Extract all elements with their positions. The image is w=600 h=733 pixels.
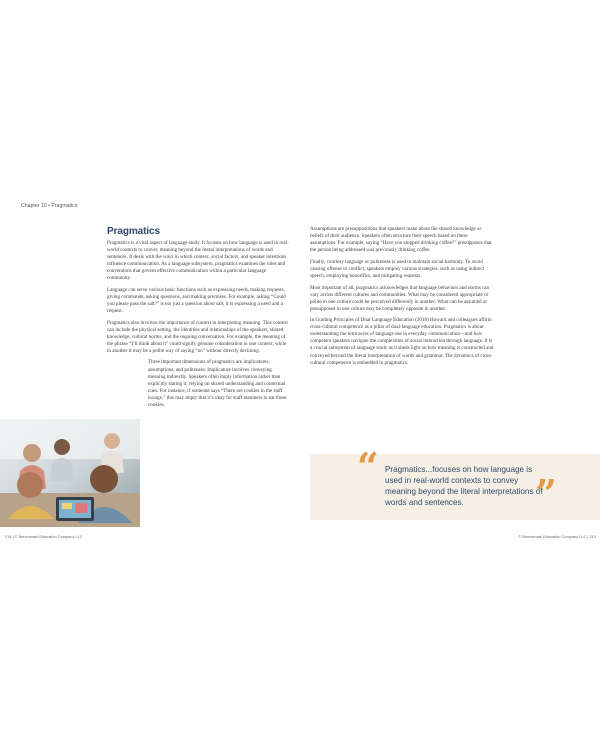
paragraph: Three important dimensions of pragmatics are implicatures, assumptions, and politeness. Implicature involves conveying meaning indirectly. Speakers often imply information rather than explicitly stating it, relying on shared understanding and contextual cues. For instance, if someone says “There are cookies in the staff lounge,” this may imply that it’s okay for staff members to eat those cookies.: [148, 359, 287, 408]
paragraph: Pragmatics also involves the importance of context in interpreting meaning. This context can include the physical setting, the identities and relationships of the speakers, shared knowledge, cultural norms, and the ongoing conversation. For example, the meaning of the phrase “I’ll think about it” could signify genuine consideration in one context, while in another it may be a polite way of saying “no” without directly declining.: [107, 319, 288, 354]
chapter-label: Chapter 10 • Pragmatics: [21, 203, 78, 209]
section-title: Pragmatics: [107, 226, 160, 237]
open-quote-icon: “: [357, 444, 379, 489]
classroom-photo-icon: [0, 419, 140, 527]
paragraph: Assumptions are presuppositions that speakers make about the shared knowledge or beliefs of their audience. Speakers often structure their speech based on these assumptions. For example, saying “Have you stopped drinking coffee?” presupposes that the person being addressed was previously drinking coffee.: [310, 226, 492, 254]
footer-left: 218 | © Benchmark Education Company LLC: [5, 534, 83, 539]
close-quote-icon: ”: [535, 471, 557, 516]
paragraph: Pragmatics is a vital aspect of language study. It focuses on how language is used in real-world contexts to convey meaning beyond the literal interpretations of words and sentences. It deals with the ways in which context, social factors, and speaker intentions influence communication. As a language subsystem, pragmatics examines the rules and conventions that govern effective communication within a particular language community.: [107, 240, 289, 282]
paragraph: In Guiding Principles of Dual Language Education (2018) Howard and colleagues affirm cross-cultural competence as a pillar of dual-language education. Pragmatics is about understanding the intricacies of language use in everyday communication—and how competent speakers navigate the complexities of social interaction through language. It is a crucial subsystem of language study as it sheds light on how meaning is constructed and conveyed beyond the literal interpretation of words and grammar. The dynamics of cross-cultural competence is embedded in pragmatics.: [310, 317, 494, 366]
paragraph: Language can serve various basic functions such as expressing needs, making requests, giving commands, asking questions, and making promises. For example, asking “Could you please pass the salt?” is not just a question about salt, it is expressing a need and a request.: [107, 286, 286, 315]
right-column: [310, 226, 494, 371]
pull-quote: [310, 444, 600, 520]
classroom-photo: [0, 419, 140, 527]
pull-quote-text: Pragmatics...focuses on how language is used in real-world contexts to convey meaning beyond the literal interpretations of words and sentences.: [385, 465, 543, 507]
left-column: [107, 226, 290, 413]
footer-right: © Benchmark Education Company LLC | 219: [518, 534, 596, 539]
paragraph: Most important of all, pragmatics acknowledges that language behaviors and norms can vary across different cultures and communities. What may be considered appropriate or polite in one culture could be perceived differently in another. What can be assumed or presupposed in one culture may be completely opposite in another.: [310, 284, 490, 312]
paragraph: Finally, courtesy language or politeness is used to maintain social harmony. To avoid causing offense or conflict, speakers employ various strategies, such as using indirect speech, employing honorifics, and mitigating requests.: [310, 258, 485, 279]
